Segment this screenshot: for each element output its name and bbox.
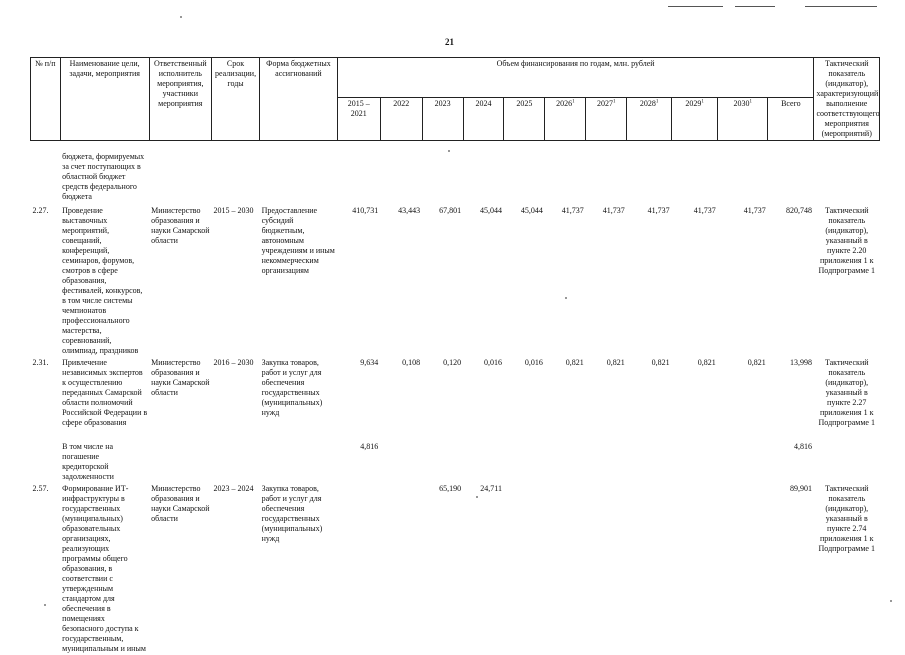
row-indicator: Тактический показатель (индикатор), указанный в пункте 2.74 приложения 1 к Подпрограмме 1	[818, 483, 875, 553]
row-value	[504, 151, 545, 205]
row-value	[672, 483, 718, 655]
row-value: 0,821	[651, 357, 670, 367]
row-value: 0,821	[747, 357, 766, 367]
scan-speck	[180, 16, 182, 18]
year-2026: 2026$^1$	[545, 98, 586, 141]
scan-speck	[565, 297, 567, 299]
row-value	[545, 151, 586, 205]
row-value: 41,737	[602, 205, 625, 215]
row-value	[380, 151, 422, 205]
row-value: 41,737	[647, 205, 670, 215]
row-value	[422, 441, 463, 483]
row-value: 0,016	[524, 357, 543, 367]
row-indicator	[814, 441, 880, 483]
row-value	[586, 441, 627, 483]
row-value	[545, 441, 586, 483]
row-value-total: 89,901	[789, 483, 812, 493]
row-value	[337, 483, 380, 655]
row-indicator: Тактический показатель (индикатор), указанный в пункте 2.20 приложения 1 к Подпрограмме 1	[818, 205, 875, 275]
row-name: Привлечение независимых экспертов к осуществлению переданных Самарской области полномочий Российской Федерации в сфере образования	[62, 357, 148, 427]
scan-speck	[890, 600, 892, 602]
header-indicator: Тактический показатель (индикатор), характеризующий выполнение соответствующего мероприятия (мероприятий)	[814, 58, 880, 141]
table-row	[31, 441, 880, 483]
row-value: 43,443	[398, 205, 421, 215]
row-name: Формирование ИТ-инфраструктуры в государственных (муниципальных) образовательных организациях, реализующих программы общего образования, в соответствии с утвержденным стандартом для обеспечения в помещениях безопасного доступа к государственным, муниципальным и иным	[62, 483, 146, 653]
row-form: Закупка товаров, работ и услуг для обеспечения государственных (муниципальных) нужд	[261, 483, 323, 543]
header-num: № п/п	[31, 58, 61, 141]
row-num: 2.27.	[32, 205, 49, 215]
year-2015-2021: 2015 – 2021	[337, 98, 380, 141]
row-value	[545, 483, 586, 655]
row-value	[463, 441, 504, 483]
header-form: Форма бюджетных ассигнований	[260, 58, 338, 141]
row-num: 2.57.	[32, 483, 49, 493]
top-rule-2	[735, 6, 775, 7]
table-row	[31, 483, 880, 655]
row-value: 41,737	[561, 205, 584, 215]
top-rule-3	[805, 6, 877, 7]
row-responsible: Министерство образования и науки Самарской области	[151, 483, 210, 523]
row-name: бюджета, формируемых за счет поступающих в областной бюджет средств федерального бюджета	[62, 151, 145, 201]
scan-speck	[448, 150, 450, 152]
funding-table	[30, 57, 880, 655]
row-num: 2.31.	[32, 357, 49, 367]
row-value: 0,821	[606, 357, 625, 367]
row-form	[260, 441, 338, 483]
row-value: 67,801	[439, 205, 462, 215]
row-value: 41,737	[693, 205, 716, 215]
row-value: 45,044	[479, 205, 502, 215]
header-term: Срок реализации, годы	[212, 58, 260, 141]
row-value: 24,711	[480, 483, 502, 493]
row-value	[463, 151, 504, 205]
row-value: 4,816	[360, 441, 379, 451]
year-2027: 2027$^1$	[586, 98, 627, 141]
row-value: 0,120	[443, 357, 462, 367]
row-term	[212, 441, 260, 483]
row-name: В том числе на погашение кредиторской задолженности	[62, 441, 114, 481]
scan-speck	[44, 604, 46, 606]
year-2023: 2023	[422, 98, 463, 141]
scan-speck	[476, 496, 478, 498]
year-2022: 2022	[380, 98, 422, 141]
row-value	[718, 151, 768, 205]
row-form	[260, 151, 338, 205]
row-term: 2016 – 2030	[213, 357, 254, 367]
table-row	[31, 205, 880, 357]
year-2024: 2024	[463, 98, 504, 141]
row-num	[31, 151, 61, 205]
row-value-total: 4,816	[793, 441, 812, 451]
year-total: Всего	[768, 98, 814, 141]
row-responsible	[149, 151, 211, 205]
row-value	[586, 483, 627, 655]
row-value	[337, 151, 380, 205]
row-value-total: 13,998	[789, 357, 812, 367]
row-value	[627, 151, 672, 205]
row-num	[31, 441, 61, 483]
row-value: 41,737	[743, 205, 766, 215]
table-row	[31, 151, 880, 205]
year-2028: 2028$^1$	[627, 98, 672, 141]
row-value: 0,016	[483, 357, 502, 367]
row-responsible	[149, 441, 211, 483]
row-value: 0,821	[697, 357, 716, 367]
row-indicator: Тактический показатель (индикатор), указанный в пункте 2.27 приложения 1 к Подпрограмме 1	[818, 357, 875, 427]
row-name: Проведение выставочных мероприятий, совещаний, конференций, семинаров, форумов, смотров в сфере образования, фестивалей, конкурсов, в том числе системы чемпионатов профессионального мастерства, соревнований, олимпиад, праздников	[62, 205, 143, 355]
row-responsible: Министерство образования и науки Самарской области	[151, 357, 210, 397]
row-term: 2023 – 2024	[213, 483, 254, 493]
row-value	[672, 441, 718, 483]
row-value: 0,821	[565, 357, 584, 367]
row-value	[718, 483, 768, 655]
row-value	[380, 483, 422, 655]
row-value	[627, 483, 672, 655]
row-value	[718, 441, 768, 483]
row-value	[504, 441, 545, 483]
row-value-total	[768, 151, 814, 205]
row-form: Предоставление субсидий бюджетным, автономным учреждениям и иным некоммерческим организациям	[261, 205, 335, 275]
header-responsible: Ответственный исполнитель мероприятия, участники мероприятия	[149, 58, 211, 141]
header-funding: Объем финансирования по годам, млн. рублей	[337, 58, 814, 98]
header-name: Наименование цели, задачи, мероприятия	[60, 58, 149, 141]
top-rule-1	[668, 6, 723, 7]
row-value	[504, 483, 545, 655]
row-indicator	[814, 151, 880, 205]
row-value	[422, 151, 463, 205]
row-value-total: 820,748	[785, 205, 812, 215]
row-term	[212, 151, 260, 205]
spacer-row	[31, 141, 880, 151]
row-value: 9,634	[360, 357, 379, 367]
row-value	[586, 151, 627, 205]
row-value	[672, 151, 718, 205]
row-responsible: Министерство образования и науки Самарской области	[151, 205, 210, 245]
row-value: 410,731	[352, 205, 379, 215]
year-2030: 2030$^1$	[718, 98, 768, 141]
row-value	[627, 441, 672, 483]
year-2025: 2025	[504, 98, 545, 141]
row-value	[380, 441, 422, 483]
year-2029: 2029$^1$	[672, 98, 718, 141]
row-value: 65,190	[439, 483, 462, 493]
row-value: 45,044	[520, 205, 543, 215]
table-row	[31, 357, 880, 441]
row-term: 2015 – 2030	[213, 205, 254, 215]
row-form: Закупка товаров, работ и услуг для обеспечения государственных (муниципальных) нужд	[261, 357, 323, 417]
row-value: 0,108	[402, 357, 421, 367]
page-number: 21	[445, 37, 454, 47]
